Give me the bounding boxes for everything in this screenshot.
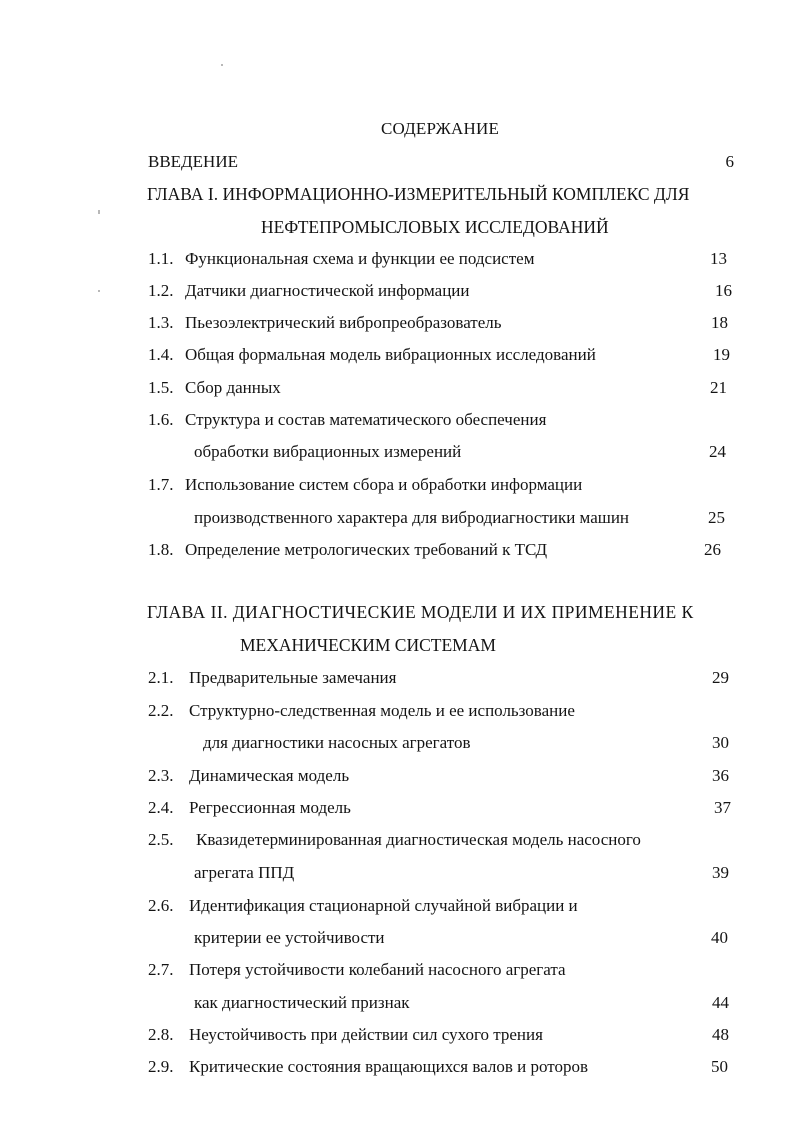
toc-entry-title-continuation: обработки вибрационных измерений <box>194 442 462 461</box>
toc-entry-page: 37 <box>714 798 731 817</box>
scan-artifact <box>98 290 100 292</box>
toc-entry-title: Структура и состав математического обеспечения <box>185 410 547 429</box>
toc-entry-number: 1.7. <box>148 475 174 494</box>
toc-entry-2-4[interactable] <box>148 797 734 819</box>
toc-entry-title: Динамическая модель <box>189 766 350 785</box>
toc-entry-number: 2.4. <box>148 798 174 817</box>
scan-artifact <box>98 210 100 214</box>
toc-entry-2-7-continuation[interactable] <box>148 992 734 1014</box>
toc-entry-2-8[interactable] <box>148 1024 734 1046</box>
toc-entry-title: Определение метрологических требований к ТСД <box>185 540 548 559</box>
toc-entry-number: 2.2. <box>148 701 174 720</box>
toc-entry-page: 19 <box>713 345 730 364</box>
toc-entry-number: 2.6. <box>148 896 174 915</box>
toc-entry-number: 1.8. <box>148 540 174 559</box>
toc-entry-page: 29 <box>712 668 729 687</box>
toc-entry-1-3[interactable] <box>148 312 734 334</box>
toc-entry-page: 30 <box>712 733 729 752</box>
chapter-2-heading-line-2[interactable]: МЕХАНИЧЕСКИМ СИСТЕМАМ <box>240 635 496 655</box>
chapter-1-heading-line-2[interactable]: НЕФТЕПРОМЫСЛОВЫХ ИССЛЕДОВАНИЙ <box>261 217 609 237</box>
toc-entry-title: Сбор данных <box>185 378 281 397</box>
toc-entry-page: 36 <box>712 766 729 785</box>
toc-entry-title: ВВЕДЕНИЕ <box>148 152 238 171</box>
toc-entry-1-6[interactable] <box>148 409 734 431</box>
toc-heading: СОДЕРЖАНИЕ <box>380 119 500 138</box>
scan-artifact <box>221 64 223 66</box>
toc-entry-number: 1.1. <box>148 249 174 268</box>
toc-entry-1-1[interactable] <box>148 248 734 270</box>
toc-entry-2-6-continuation[interactable] <box>148 927 734 949</box>
toc-entry-title: Структурно-следственная модель и ее использование <box>189 701 575 720</box>
toc-entry-2-7[interactable] <box>148 959 734 981</box>
toc-entry-number: 2.7. <box>148 960 174 979</box>
toc-entry-2-3[interactable] <box>148 765 734 787</box>
toc-entry-1-4[interactable] <box>148 344 734 366</box>
toc-entry-2-2[interactable] <box>148 700 734 722</box>
toc-entry-page: 26 <box>704 540 721 559</box>
toc-entry-number: 1.3. <box>148 313 174 332</box>
toc-entry-2-1[interactable] <box>148 667 734 689</box>
toc-entry-number: 1.2. <box>148 281 174 300</box>
toc-entry-2-2-continuation[interactable] <box>148 732 734 754</box>
toc-entry-intro[interactable] <box>148 151 734 173</box>
toc-entry-2-5-continuation[interactable] <box>148 862 734 884</box>
toc-entry-page: 18 <box>711 313 728 332</box>
toc-entry-page: 39 <box>712 863 729 882</box>
toc-entry-page: 24 <box>709 442 726 461</box>
toc-entry-title: Регрессионная модель <box>189 798 351 817</box>
toc-entry-number: 2.8. <box>148 1025 174 1044</box>
toc-entry-number: 2.1. <box>148 668 174 687</box>
toc-entry-title-continuation: для диагностики насосных агрегатов <box>203 733 471 752</box>
toc-entry-title: Функциональная схема и функции ее подсистем <box>185 249 535 268</box>
toc-entry-title: Пьезоэлектрический вибропреобразователь <box>185 313 502 332</box>
toc-entry-title-continuation: критерии ее устойчивости <box>194 928 385 947</box>
toc-entry-page: 40 <box>711 928 728 947</box>
toc-entry-number: 1.4. <box>148 345 174 364</box>
toc-entry-page: 48 <box>712 1025 729 1044</box>
toc-entry-title: Потеря устойчивости колебаний насосного агрегата <box>189 960 566 979</box>
toc-entry-title: Использование систем сбора и обработки информации <box>185 475 583 494</box>
toc-entry-number: 2.9. <box>148 1057 174 1076</box>
toc-entry-page: 21 <box>710 378 727 397</box>
toc-entry-1-7-continuation[interactable] <box>148 507 734 529</box>
toc-entry-title-continuation: производственного характера для вибродиагностики машин <box>194 508 630 527</box>
toc-entry-number: 1.6. <box>148 410 174 429</box>
toc-entry-page: 25 <box>708 508 725 527</box>
toc-entry-2-6[interactable] <box>148 895 734 917</box>
toc-entry-title-continuation: агрегата ППД <box>194 863 295 882</box>
toc-entry-title: Квазидетерминированная диагностическая модель насосного <box>196 830 641 849</box>
toc-entry-title: Общая формальная модель вибрационных исследований <box>185 345 596 364</box>
toc-entry-number: 1.5. <box>148 378 174 397</box>
toc-entry-page: 50 <box>711 1057 728 1076</box>
toc-entry-title: Датчики диагностической информации <box>185 281 470 300</box>
toc-entry-title-continuation: как диагностический признак <box>194 993 410 1012</box>
toc-entry-title: Неустойчивость при действии сил сухого трения <box>189 1025 543 1044</box>
toc-entry-2-5[interactable] <box>148 829 734 851</box>
chapter-1-heading-line-1[interactable]: ГЛАВА I. ИНФОРМАЦИОННО-ИЗМЕРИТЕЛЬНЫЙ КОМПЛЕКС ДЛЯ <box>147 184 690 204</box>
toc-entry-1-6-continuation[interactable] <box>148 441 734 463</box>
toc-entry-page: 44 <box>712 993 729 1012</box>
toc-entry-title: Идентификация стационарной случайной вибрации и <box>189 896 578 915</box>
chapter-2-heading-line-1[interactable]: ГЛАВА II. ДИАГНОСТИЧЕСКИЕ МОДЕЛИ И ИХ ПРИМЕНЕНИЕ К <box>147 602 694 622</box>
toc-entry-number: 2.3. <box>148 766 174 785</box>
toc-entry-page: 6 <box>725 152 734 171</box>
toc-entry-page: 16 <box>715 281 732 300</box>
toc-entry-title: Критические состояния вращающихся валов и роторов <box>189 1057 588 1076</box>
toc-entry-1-7[interactable] <box>148 474 734 496</box>
toc-entry-2-9[interactable] <box>148 1056 734 1078</box>
toc-entry-number: 2.5. <box>148 830 174 849</box>
toc-entry-1-2[interactable] <box>148 280 734 302</box>
toc-entry-page: 13 <box>710 249 727 268</box>
toc-entry-1-8[interactable] <box>148 539 734 561</box>
toc-entry-title: Предварительные замечания <box>189 668 397 687</box>
toc-entry-1-5[interactable] <box>148 377 734 399</box>
